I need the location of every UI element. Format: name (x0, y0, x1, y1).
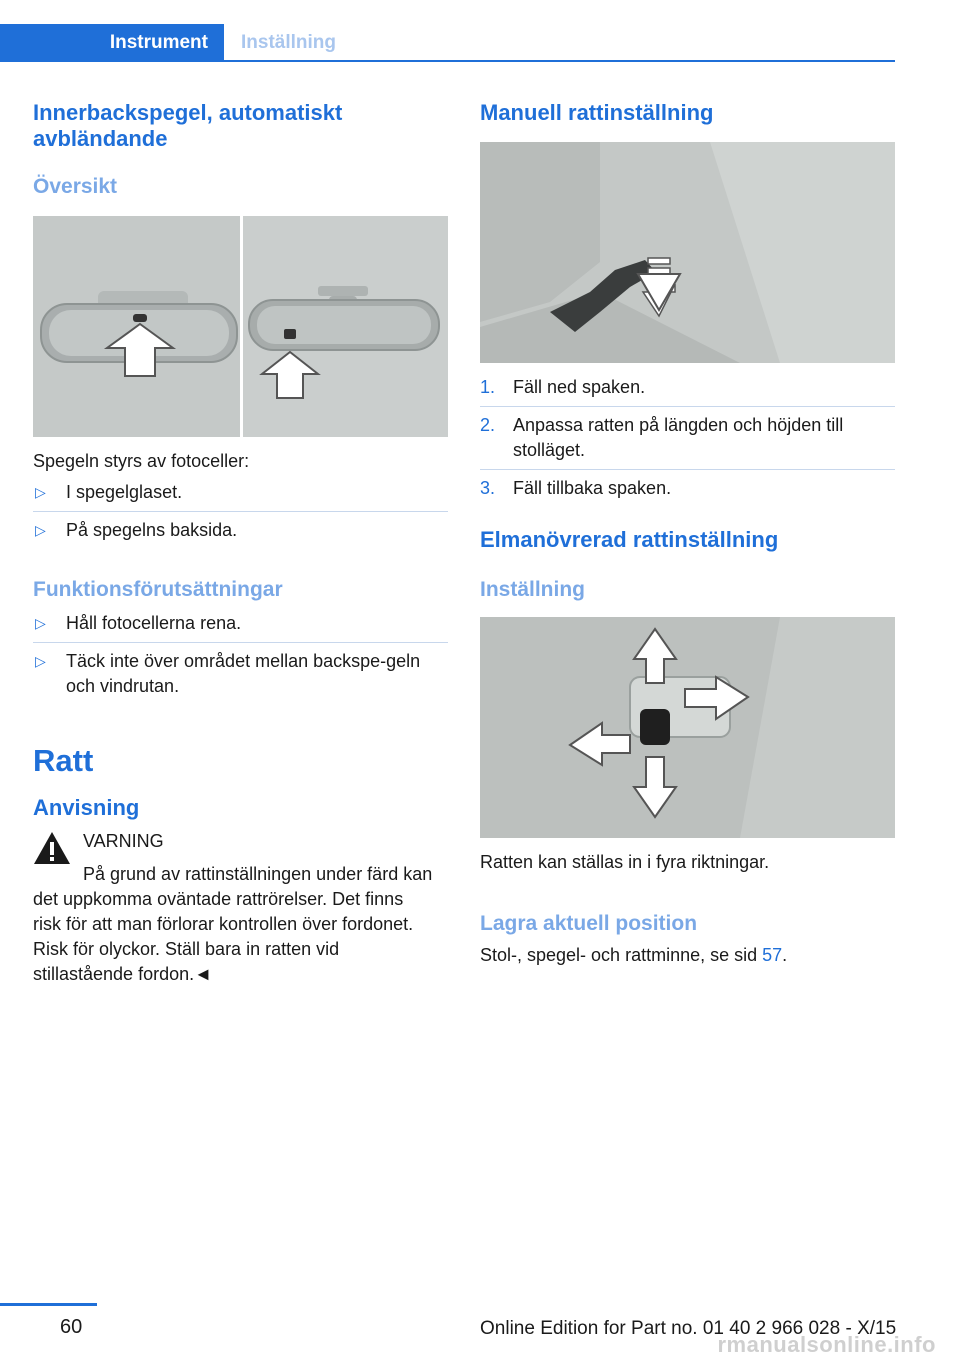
lever-illustration (480, 142, 895, 363)
switch-figure (480, 617, 895, 838)
tab-instrument[interactable]: Instrument (0, 24, 224, 62)
warning-label: VARNING (83, 831, 164, 851)
triangle-bullet-icon: ▷ (35, 615, 46, 631)
electric-caption: Ratten kan ställas in i fyra riktningar. (480, 852, 770, 872)
warning-triangle-icon (33, 831, 71, 865)
list-item: 1. Fäll ned spaken. (480, 377, 646, 397)
mirror-figure (33, 216, 448, 437)
mirror-illustration (33, 216, 448, 437)
list-item: ▷ Täck inte över området mellan backspe-geln och vindrutan. (35, 651, 421, 696)
note-heading: Anvisning (33, 795, 140, 820)
left-column (33, 100, 448, 987)
mirror-title: Innerbackspegel, automatiskt avbländande (33, 100, 343, 151)
electric-heading: Elmanövrerad rattinställning (480, 527, 779, 552)
tab-installning[interactable]: Inställning (241, 32, 336, 53)
manual-steps-list (480, 375, 895, 501)
list-item: 2. Anpassa ratten på längden och höjden till stolläget. (480, 415, 844, 460)
edition-text: Online Edition for Part no. 01 40 2 966 028 - X/15 (480, 1318, 897, 1339)
store-heading: Lagra aktuell position (480, 912, 698, 935)
prereq-bullet-list (33, 611, 448, 699)
overview-heading: Översikt (33, 175, 118, 198)
store-text: Stol-, spegel- och rattminne, se sid 57. (480, 945, 788, 965)
list-item: ▷ På spegelns baksida. (33, 518, 448, 543)
page-link[interactable]: 57 (762, 945, 783, 965)
manual-heading: Manuell rattinställning (480, 100, 714, 125)
header-rule (0, 60, 895, 62)
list-item: 3. Fäll tillbaka spaken. (480, 478, 672, 498)
right-column (480, 100, 895, 968)
footer-rule (0, 1303, 97, 1306)
triangle-bullet-icon: ▷ (35, 484, 46, 500)
warning-text: På grund av rattinställningen under färd kan det uppkomma oväntade rattrörelser. Det finns risk för att man förlorar kontrollen över fordonet. Risk för olyckor. Ställ bara in ratten vid stillastående fordon.◄ (33, 864, 433, 984)
page-number: 60 (60, 1316, 83, 1338)
list-item: ▷ I spegelglaset. (33, 480, 448, 505)
switch-illustration (480, 617, 895, 838)
mirror-bullet-list (33, 480, 448, 543)
header-tabs (0, 24, 895, 62)
triangle-bullet-icon: ▷ (35, 653, 46, 669)
mirror-caption: Spegeln styrs av fotoceller: (33, 451, 250, 471)
watermark: rmanualsonline.info (717, 1332, 936, 1357)
triangle-bullet-icon: ▷ (35, 522, 46, 538)
section-title-ratt: Ratt (33, 743, 94, 778)
setting-heading: Inställning (480, 578, 585, 601)
list-item: ▷ Håll fotocellerna rena. (33, 611, 448, 636)
lever-figure (480, 142, 895, 363)
prereq-heading: Funktionsförutsättningar (33, 578, 283, 601)
warning-block (33, 829, 448, 987)
